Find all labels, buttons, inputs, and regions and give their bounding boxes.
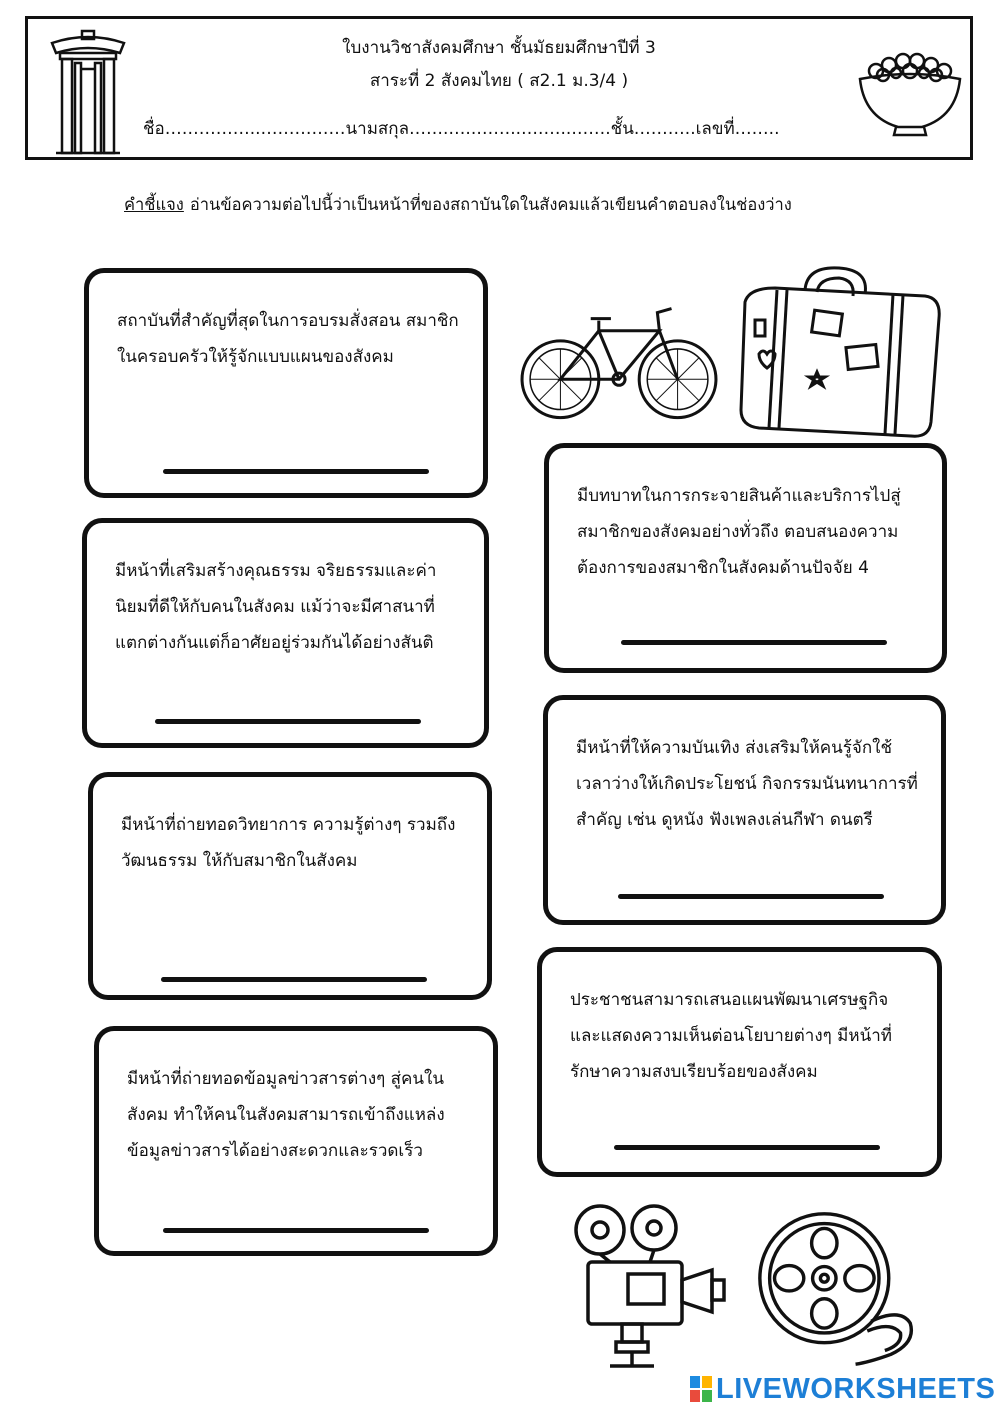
answer-line[interactable]	[161, 977, 427, 982]
bicycle-icon	[518, 290, 720, 422]
question-text: ประชาชนสามารถเสนอแผนพัฒนาเศรษฐกิจ และแสดงความเห็นต่อนโยบายต่างๆ มีหน้าที่รักษาความสงบเรียบร้อยของสังคม	[570, 990, 892, 1082]
question-card	[88, 772, 492, 1000]
answer-line[interactable]	[163, 1228, 429, 1233]
film-reel-icon	[752, 1206, 922, 1372]
instructions	[124, 192, 792, 218]
question-card	[82, 518, 489, 748]
question-text: มีหน้าที่ถ่ายทอดวิทยาการ ความรู้ต่างๆ รวมถึงวัฒนธรรม ให้กับสมาชิกในสังคม	[121, 815, 456, 871]
question-card	[94, 1026, 498, 1256]
question-card	[544, 443, 947, 673]
liveworksheets-icon	[690, 1376, 712, 1402]
answer-line[interactable]	[621, 640, 887, 645]
answer-line[interactable]	[163, 469, 429, 474]
suitcase-icon	[735, 262, 945, 442]
instructions-label: คำชี้แจง	[124, 195, 184, 214]
bowl-icon	[856, 47, 964, 137]
question-card	[84, 268, 488, 498]
answer-line[interactable]	[618, 894, 884, 899]
movie-camera-icon	[570, 1200, 740, 1370]
question-text: มีหน้าที่ถ่ายทอดข้อมูลข่าวสารต่างๆ สู่คนในสังคม ทำให้คนในสังคมสามารถเข้าถึงแหล่งข้อมูลข่าวสารได้อย่างสะดวกและรวดเร็ว	[127, 1069, 445, 1161]
worksheet-header	[25, 16, 973, 160]
student-info-line[interactable]: ชื่อ……………..……………นามสกุล…….…..……..….…..…….ชั้น………..เลขที่……..	[143, 119, 780, 139]
question-text: มีหน้าที่เสริมสร้างคุณธรรม จริยธรรมและค่านิยมที่ดีให้กับคนในสังคม แม้ว่าจะมีศาสนาที่แตกต่างกันแต่ก็อาศัยอยู่ร่วมกันได้อย่างสันติ	[115, 561, 437, 653]
instructions-text: อ่านข้อความต่อไปนี้ว่าเป็นหน้าที่ของสถาบันใดในสังคมแล้วเขียนคำตอบลงในช่องว่าง	[189, 195, 792, 214]
question-text: มีหน้าที่ให้ความบันเทิง ส่งเสริมให้คนรู้จักใช้เวลาว่างให้เกิดประโยชน์ กิจกรรมนันทนาการที่สำคัญ เช่น ดูหนัง ฟังเพลงเล่นกีฬา ดนตรี	[576, 738, 918, 830]
question-text: สถาบันที่สำคัญที่สุดในการอบรมสั่งสอน สมาชิกในครอบครัวให้รู้จักแบบแผนของสังคม	[117, 311, 459, 367]
worksheet-title: ใบงานวิชาสังคมศึกษา ชั้นมัธยมศึกษาปีที่ 3	[342, 38, 656, 58]
question-text: มีบทบาทในการกระจายสินค้าและบริการไปสู่สมาชิกของสังคมอย่างทั่วถึง ตอบสนองความต้องการของสมาชิกในสังคมด้านปัจจัย 4	[577, 486, 901, 578]
worksheet-subtitle: สาระที่ 2 สังคมไทย ( ส2.1 ม.3/4 )	[369, 71, 629, 91]
question-card	[537, 947, 942, 1177]
answer-line[interactable]	[155, 719, 421, 724]
brand-name: LIVEWORKSHEETS	[716, 1372, 996, 1405]
answer-line[interactable]	[614, 1145, 880, 1150]
question-card	[543, 695, 946, 925]
liveworksheets-logo	[690, 1374, 995, 1404]
